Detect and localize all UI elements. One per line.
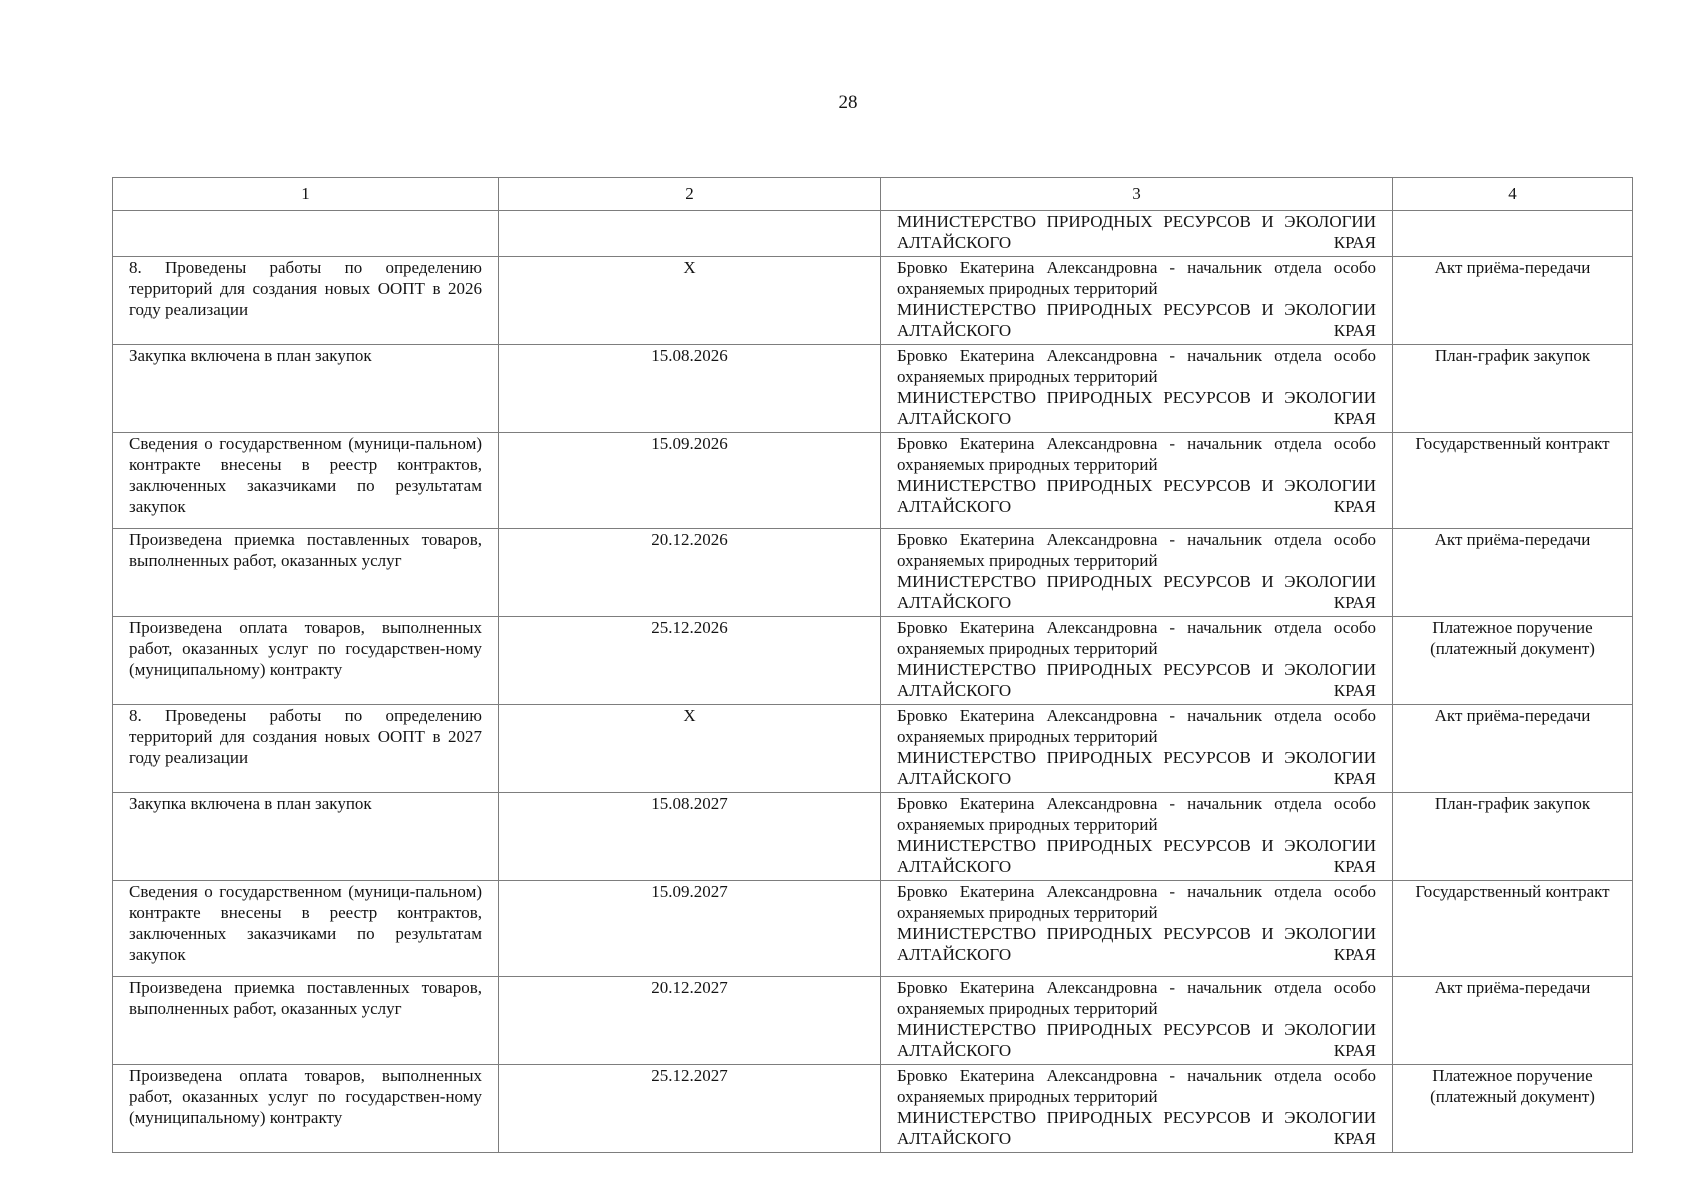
document-cell: Акт приёма-передачи (1393, 257, 1633, 345)
responsible-cell (881, 345, 1393, 433)
event-cell: Произведена приемка поставленных товаров, выполненных работ, оказанных услуг (113, 529, 499, 617)
organization-name: МИНИСТЕРСТВО ПРИРОДНЫХ РЕСУРСОВ И ЭКОЛОГИИ АЛТАЙСКОГО КРАЯ (897, 660, 1376, 700)
document-cell: Государственный контракт (1393, 881, 1633, 977)
date-cell: 20.12.2027 (499, 977, 881, 1065)
date-cell: 15.09.2027 (499, 881, 881, 977)
event-cell: Произведена оплата товаров, выполненных работ, оказанных услуг по государствен-ному (муниципальному) контракту (113, 1065, 499, 1153)
document-cell: Акт приёма-передачи (1393, 977, 1633, 1065)
document-cell: Платежное поручение (платежный документ) (1393, 1065, 1633, 1153)
responsible-person: Бровко Екатерина Александровна - начальник отдела особо охраняемых природных территорий (897, 978, 1376, 1018)
event-cell: Сведения о государственном (муници-пальном) контракте внесены в реестр контрактов, заключенных заказчиками по результатам закупок (113, 433, 499, 529)
organization-name: МИНИСТЕРСТВО ПРИРОДНЫХ РЕСУРСОВ И ЭКОЛОГИИ АЛТАЙСКОГО КРАЯ (897, 388, 1376, 428)
responsible-person: Бровко Екатерина Александровна - начальник отдела особо охраняемых природных территорий (897, 706, 1376, 746)
table-row (113, 345, 1633, 433)
plan-table (112, 177, 1633, 1153)
organization-name: МИНИСТЕРСТВО ПРИРОДНЫХ РЕСУРСОВ И ЭКОЛОГИИ АЛТАЙСКОГО КРАЯ (897, 1020, 1376, 1060)
column-number-3: 3 (881, 178, 1393, 211)
table-row (113, 977, 1633, 1065)
page-number: 28 (838, 92, 858, 113)
responsible-cell (881, 793, 1393, 881)
column-number-4: 4 (1393, 178, 1633, 211)
event-cell: Произведена приемка поставленных товаров, выполненных работ, оказанных услуг (113, 977, 499, 1065)
responsible-person: Бровко Екатерина Александровна - начальник отдела особо охраняемых природных территорий (897, 258, 1376, 298)
document-cell: Акт приёма-передачи (1393, 529, 1633, 617)
responsible-person: Бровко Екатерина Александровна - начальник отдела особо охраняемых природных территорий (897, 530, 1376, 570)
document-cell: Платежное поручение (платежный документ) (1393, 617, 1633, 705)
table-row (113, 705, 1633, 793)
date-cell: 15.09.2026 (499, 433, 881, 529)
date-cell: 25.12.2027 (499, 1065, 881, 1153)
table-row-continuation (113, 211, 1633, 257)
document-cell: План-график закупок (1393, 345, 1633, 433)
event-cell (113, 211, 499, 257)
date-cell: 15.08.2027 (499, 793, 881, 881)
document-cell: План-график закупок (1393, 793, 1633, 881)
event-cell: Произведена оплата товаров, выполненных работ, оказанных услуг по государствен-ному (муниципальному) контракту (113, 617, 499, 705)
date-cell: 20.12.2026 (499, 529, 881, 617)
organization-name: МИНИСТЕРСТВО ПРИРОДНЫХ РЕСУРСОВ И ЭКОЛОГИИ АЛТАЙСКОГО КРАЯ (897, 300, 1376, 340)
table-row (113, 433, 1633, 529)
document-cell (1393, 211, 1633, 257)
column-number-1: 1 (113, 178, 499, 211)
table-row (113, 881, 1633, 977)
responsible-person: Бровко Екатерина Александровна - начальник отдела особо охраняемых природных территорий (897, 1066, 1376, 1106)
table-row (113, 1065, 1633, 1153)
date-cell (499, 211, 881, 257)
organization-name: МИНИСТЕРСТВО ПРИРОДНЫХ РЕСУРСОВ И ЭКОЛОГИИ АЛТАЙСКОГО КРАЯ (897, 572, 1376, 612)
event-cell: Сведения о государственном (муници-пальном) контракте внесены в реестр контрактов, заключенных заказчиками по результатам закупок (113, 881, 499, 977)
responsible-cell (881, 705, 1393, 793)
event-cell: 8. Проведены работы по определению территорий для создания новых ООПТ в 2026 году реализации (113, 257, 499, 345)
responsible-cell (881, 529, 1393, 617)
event-cell: Закупка включена в план закупок (113, 345, 499, 433)
responsible-person: Бровко Екатерина Александровна - начальник отдела особо охраняемых природных территорий (897, 346, 1376, 386)
organization-name: МИНИСТЕРСТВО ПРИРОДНЫХ РЕСУРСОВ И ЭКОЛОГИИ АЛТАЙСКОГО КРАЯ (897, 836, 1376, 876)
responsible-cell (881, 977, 1393, 1065)
responsible-person: Бровко Екатерина Александровна - начальник отдела особо охраняемых природных территорий (897, 434, 1376, 474)
event-cell: Закупка включена в план закупок (113, 793, 499, 881)
responsible-cell (881, 257, 1393, 345)
responsible-person: Бровко Екатерина Александровна - начальник отдела особо охраняемых природных территорий (897, 882, 1376, 922)
organization-name: МИНИСТЕРСТВО ПРИРОДНЫХ РЕСУРСОВ И ЭКОЛОГИИ АЛТАЙСКОГО КРАЯ (897, 476, 1376, 516)
responsible-person: Бровко Екатерина Александровна - начальник отдела особо охраняемых природных территорий (897, 794, 1376, 834)
table-row (113, 617, 1633, 705)
date-cell: 25.12.2026 (499, 617, 881, 705)
responsible-person: Бровко Екатерина Александровна - начальник отдела особо охраняемых природных территорий (897, 618, 1376, 658)
event-cell: 8. Проведены работы по определению территорий для создания новых ООПТ в 2027 году реализации (113, 705, 499, 793)
document-cell: Государственный контракт (1393, 433, 1633, 529)
organization-name: МИНИСТЕРСТВО ПРИРОДНЫХ РЕСУРСОВ И ЭКОЛОГИИ АЛТАЙСКОГО КРАЯ (897, 1108, 1376, 1148)
date-cell: X (499, 705, 881, 793)
table-row (113, 529, 1633, 617)
responsible-cell (881, 881, 1393, 977)
table-row (113, 793, 1633, 881)
table-row (113, 257, 1633, 345)
date-cell: X (499, 257, 881, 345)
responsible-cell (881, 211, 1393, 257)
column-number-row (113, 178, 1633, 211)
organization-name: МИНИСТЕРСТВО ПРИРОДНЫХ РЕСУРСОВ И ЭКОЛОГИИ АЛТАЙСКОГО КРАЯ (897, 212, 1376, 252)
responsible-cell (881, 617, 1393, 705)
organization-name: МИНИСТЕРСТВО ПРИРОДНЫХ РЕСУРСОВ И ЭКОЛОГИИ АЛТАЙСКОГО КРАЯ (897, 748, 1376, 788)
responsible-cell (881, 1065, 1393, 1153)
responsible-cell (881, 433, 1393, 529)
column-number-2: 2 (499, 178, 881, 211)
date-cell: 15.08.2026 (499, 345, 881, 433)
organization-name: МИНИСТЕРСТВО ПРИРОДНЫХ РЕСУРСОВ И ЭКОЛОГИИ АЛТАЙСКОГО КРАЯ (897, 924, 1376, 964)
document-cell: Акт приёма-передачи (1393, 705, 1633, 793)
table-rows (113, 257, 1633, 1153)
